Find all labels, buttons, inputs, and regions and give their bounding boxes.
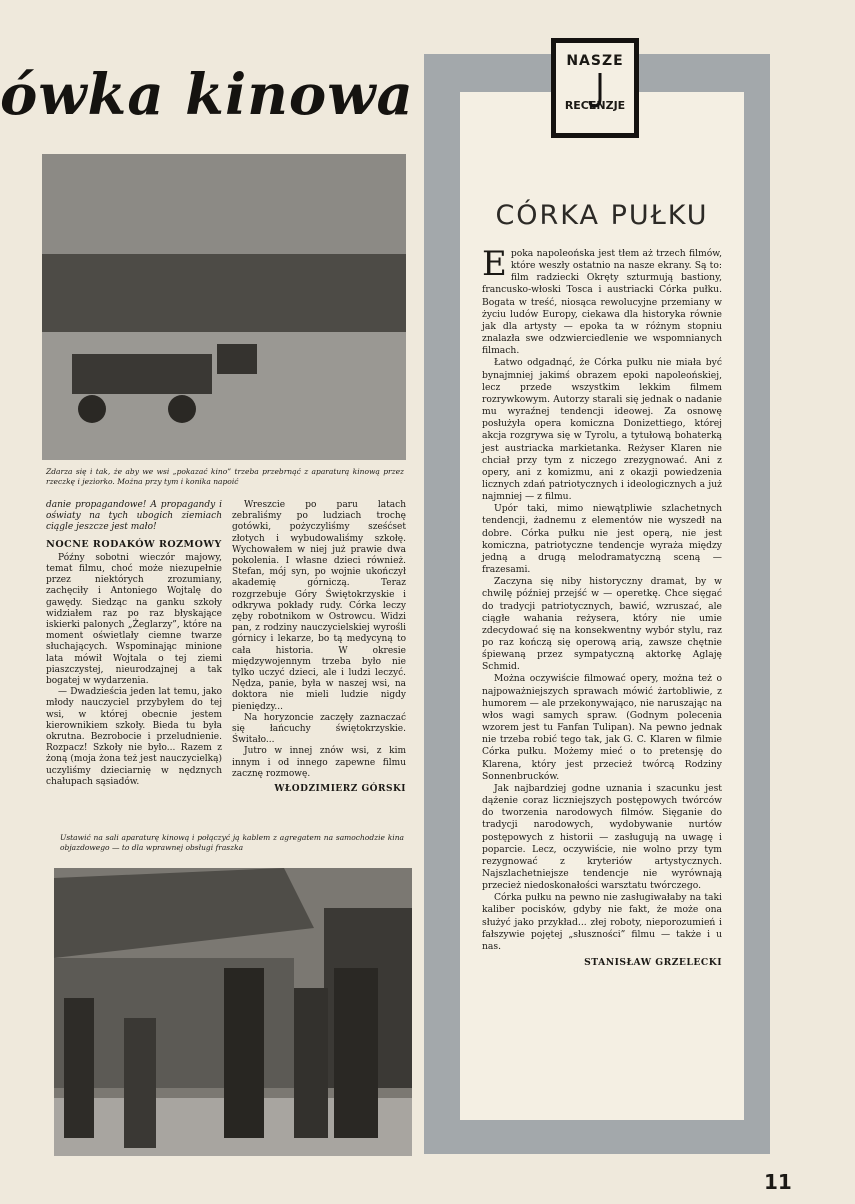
review-paragraph: Jak najbardziej godne uznania i szacunku jest dążenie coraz liczniejszych postępowych twórców do tworzenia narodowych filmów. Sięganie do tradycji narodowych, wydobywanie nurtów postępowych z historii — zasługują na uwagę i poparcie. Lecz, oczywiście, nie wolno przy tym rezygnować z kryteriów artystycznych. Najszlachetniejsze tendencje nie wyrównają przecież niedoskonałości warsztatu twórczego. [482, 782, 722, 892]
photo-cart-in-water [42, 154, 406, 460]
article-column-2 [232, 500, 406, 795]
review-title: CÓRKA PUŁKU [495, 200, 709, 231]
article-column-1 [46, 500, 222, 788]
col2-paragraph: Na horyzoncie zaczęły zaznaczać się łańcuchy świętokrzyskie. Świtało... [232, 712, 406, 746]
logo-hook-icon [588, 71, 606, 109]
logo-line2: RECENZJE [564, 99, 626, 112]
section-heading: NOCNE RODAKÓW ROZMOWY [46, 538, 222, 550]
article-headline: ówka kinowa [0, 62, 414, 128]
review-paragraph-text: poka napoleońska jest tłem aż trzech filmów, które weszły ostatnio na nasze ekrany. Są to: film radziecki Okręty szturmują bastiony, francusko-włoski Tosca i austriacki Córka pułku. Bogata w treść, niosąca rewolucyjne przemiany w życiu ludów Europy, ciekawa dla historyka równie jak dla artysty — epoka ta w różnym stopniu znalazła swe odzwierciedlenie we wspomnianych filmach. [482, 248, 722, 357]
review-body [482, 244, 722, 969]
review-paragraph: Córka pułku na pewno nie zasługiwałaby na taki kaliber pocisków, gdyby nie fakt, że może ona służyć jako przykład... złej roboty, nieporozumień i fałszywie pojętej „słuszności” filmu — także i u nas. [482, 892, 722, 952]
review-paragraph: Można oczywiście filmować opery, można też o najpoważniejszych sprawach mówić żartobliwie, z humorem — ale przekonywająco, nie naruszając na włos wagi samych spraw. (Godnym polecenia wzorem jest tu Fanfan Tulipan). Na pewno jednak nie trzeba robić tego tak, jak G. C. Klaren w filmie Córka pułku. Możemy mieć o to pretensję do Klarena, który jest przecież twórcą Rodziny Sonnenbrucków. [482, 673, 722, 782]
review-paragraph: Zaczyna się niby historyczny dramat, by w chwilę później przejść w — operetkę. Chce sięgać do tradycji patriotycznych, bawić, wzruszać, ale ciągłe wahania reżysera, który nie umie zdecydować się na konsekwentny wybór stylu, raz po raz kończą się operową arią, zawsze chętnie śpiewaną przez sympatyczną aktorkę Aglaję Schmid. [482, 576, 722, 673]
nasze-recenzje-logo [551, 38, 639, 138]
review-paragraph [482, 244, 722, 357]
photo-villagers-house [54, 868, 412, 1156]
col1-paragraph: — Dwadzieścia jeden lat temu, jako młody nauczyciel przybyłem do tej wsi, w której obecnie jestem kierownikiem szkoły. Bieda tu była okrutna. Bezrobocie i przeludnienie. Rozpacz! Szkoły nie było... Razem z żoną (moja żona też jest nauczycielką) uczyliśmy dzieciarnię w nędznych chałupach sąsiadów. [46, 687, 222, 787]
col2-paragraph: Wreszcie po paru latach zebraliśmy po ludziach trochę gotówki, pożyczyliśmy sześćset złotych i wybudowaliśmy szkołę. Wychowałem w niej już prawie dwa pokolenia. I własne dzieci również. Stefan, mój syn, po wojnie ukończył akademię górniczą. Teraz rozgrzebuje Góry Świętokrzyskie i odkrywa pokłady rudy. Córka leczy zęby robotnikom w Ostrowcu. Widzi pan, z rodziny nauczycielskiej wyrośli górnicy i lekarze, bo tą medycyną to cała historia. W okresie międzywojennym trzeba było nie tylko uczyć dzieci, ale i ludzi leczyć. Nędza, panie, była w naszej wsi, na doktora nie mieli ludzie nigdy pieniędzy... [232, 500, 406, 712]
drop-cap: E [482, 244, 507, 284]
col1-paragraph: danie propagandowe! A propagandy i oświaty na tych ubogich ziemiach ciągle jeszcze jest mało! [46, 500, 222, 533]
review-signature: STANISŁAW GRZELECKI [584, 957, 722, 969]
author-signature: WŁODZIMIERZ GÓRSKI [274, 784, 406, 795]
col1-paragraph: Późny sobotni wieczór majowy, temat filmu, choć może niezupełnie przez niektórych zrozumiany, zachęciły i Antoniego Wojtalę do gawędy. Siedząc na ganku szkoły widziałem raz po raz błyskające iskierki palonych „Żeglarzy”, które na moment oświetlały ciemne twarze słuchających. Wspominając minione lata mówił Wojtala o tej ziemi piaszczystej, nieurodzajnej a tak bogatej w wydarzenia. [46, 552, 222, 687]
col2-paragraph: Jutro w innej znów wsi, z kim innym i od innego zapewne filmu zacznę rozmowę. [232, 746, 406, 779]
review-paragraph: Upór taki, mimo niewątpliwie szlachetnych tendencji, żadnemu z elementów nie wyszedł na dobre. Córka pułku nie jest operą, nie jest komiczna, patriotyczne tendencje wyraża między jedną a drugą melodramatyczną sceną — frazesami. [482, 503, 722, 576]
logo-line1: NASZE [566, 53, 624, 69]
photo2-caption: Ustawić na sali aparaturę kinową i połączyć ją kablem z agregatem na samochodzie kina objazdowego — to dla wprawnej obsługi fraszka [60, 833, 404, 852]
review-paragraph: Łatwo odgadnąć, że Córka pułku nie miała być bynajmniej jakimś obrazem epoki napoleońskiej, lecz przede wszystkim lekkim filmem rozrywkowym. Autorzy starali się jednak o nadanie mu wyraźnej tendencji ideowej. Za osnowę posłużyła opera komiczna Donizettiego, której akcja rozgrywa się w Tyrolu, a tytułową bohaterką jest austriacka markietanka. Reżyser Klaren nie chciał przy tym z niczego zrezygnować. Ani z opery, ani z komizmu, ani z okazji powiedzenia licznych zdań patriotycznych i ideologicznych a już najmniej — z filmu. [482, 357, 722, 503]
page-number: 11 [764, 1170, 792, 1194]
photo1-caption: Zdarza się i tak, że aby we wsi „pokazać kino” trzeba przebrnąć z aparaturą kinową przez rzeczkę i jeziorko. Można przy tym i konika napoić [46, 467, 404, 486]
